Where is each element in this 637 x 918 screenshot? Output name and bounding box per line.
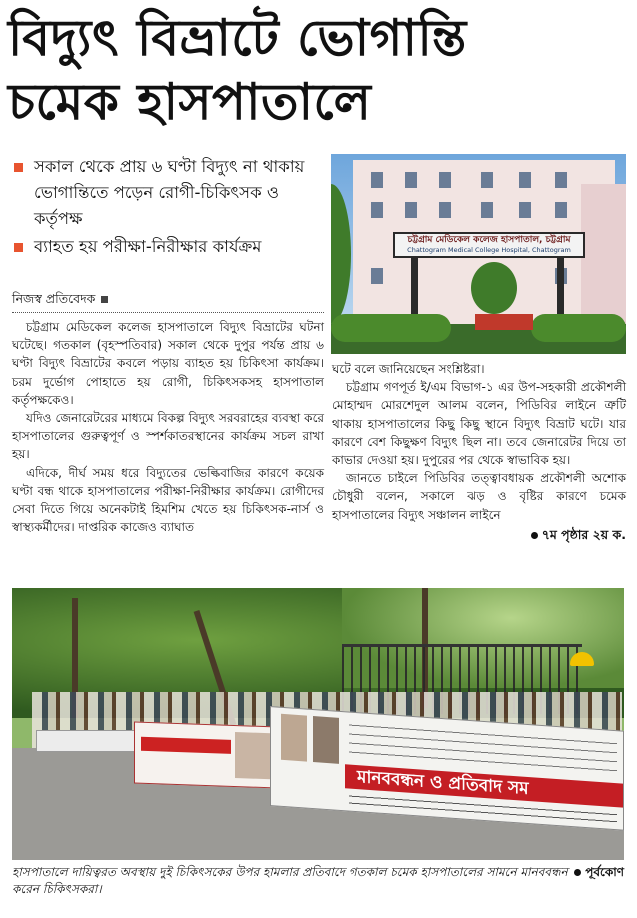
- byline-square-icon: [101, 296, 108, 303]
- paragraph: চট্টগ্রাম গণপূর্ত ই/এম বিভাগ-১ এর উপ-সহকারী প্রকৌশলী মোহাম্মদ মোরশেদুল আলম বলেন, পিডিবির লাইনে ত্রুটি থাকায় হাসপাতালের কিছু কিছু স্থানে বিদ্যুৎ বিভ্রাট ঘটে। যার কারণে বেশ কিছুক্ষণ বিদ্যুৎ ছিল না। তবে জেনারেটর দিয়ে তা কাভার দেওয়া হয়। দুপুরের পর থেকে স্বাভাবিক হয়।: [332, 380, 626, 468]
- photo-credit: [574, 864, 624, 881]
- paragraph: চট্টগ্রাম মেডিকেল কলেজ হাসপাতালে বিদ্যুৎ বিভ্রাটের ঘটনা ঘটেছে। গতকাল (বৃহস্পতিবার) সকাল থেকে দুপুর পর্যন্ত প্রায় ৬ ঘণ্টা বিদ্যুৎ বিভ্রাটের কবলে পড়ায় ব্যাহত হয় চিকিৎসা কার্যক্রম। চরম দুর্ভোগ পোহাতে হয় রোগী, চিকিৎসকসহ হাসপাতাল কর্তৃপক্ষকেও।: [12, 320, 324, 407]
- highlight-item: [12, 154, 322, 232]
- headline: [8, 6, 568, 134]
- hospital-sign: [393, 232, 585, 258]
- highlights: [12, 154, 322, 262]
- bullet-square-icon: [14, 243, 23, 252]
- hospital-sign-bn: চট্টগ্রাম মেডিকেল কলেজ হাসপাতাল, চট্টগ্রাম: [407, 235, 571, 245]
- continued-text: ৭ম পৃষ্ঠার ২য় ক.: [541, 526, 626, 542]
- caption-text: হাসপাতালে দায়িত্বরত অবস্থায় দুই চিকিৎসকের উপর হামলার প্রতিবাদে গতকাল চমেক হাসপাতালের সামনে মানববন্ধন করেন চিকিৎসকরা।: [12, 865, 568, 896]
- hospital-photo: [331, 154, 626, 354]
- highlight-text: ব্যাহত হয় পরীক্ষা-নিরীক্ষার কার্যক্রম: [34, 237, 262, 256]
- article-body-left: [12, 318, 324, 536]
- photo-credit-text: পূর্বকোণ: [585, 865, 624, 879]
- headline-line-1: বিদ্যুৎ বিভ্রাটে ভোগান্তি: [8, 9, 467, 67]
- bullet-dot-icon: [531, 532, 538, 539]
- bullet-square-icon: [14, 163, 23, 172]
- byline-text: নিজস্ব প্রতিবেদক: [12, 291, 96, 306]
- continued-on: [332, 526, 626, 544]
- byline-divider: [12, 312, 324, 313]
- protest-photo: [12, 588, 624, 860]
- hospital-sign-en: Chattogram Medical College Hospital, Chattogram: [407, 246, 571, 254]
- highlight-text: সকাল থেকে প্রায় ৬ ঘণ্টা বিদ্যুৎ না থাকায় ভোগান্তিতে পড়েন রোগী-চিকিৎসক ও কর্তৃপক্ষ: [34, 157, 305, 228]
- byline: [12, 290, 108, 308]
- protest-banner-text: মানববন্ধন ও প্রতিবাদ সম: [345, 764, 623, 807]
- photo-caption: [12, 864, 624, 898]
- article-body-right: [332, 360, 626, 544]
- highlight-item: [12, 234, 322, 260]
- headline-line-2: চমেক হাসপাতালে: [8, 73, 372, 131]
- paragraph: যদিও জেনারেটরের মাধ্যমে বিকল্প বিদ্যুৎ সরবরাহের ব্যবস্থা করে হাসপাতালের গুরুত্বপূর্ণ ও স্পর্শকাতরস্থানের কার্যক্রম সচল রাখা হয়।: [12, 411, 324, 462]
- paragraph: জানতে চাইলে পিডিবির তত্ত্বাবধায়ক প্রকৌশলী অশোক চৌধুরী বলেন, সকালে ঝড় ও বৃষ্টির কারণে চমেক হাসপাতালের বিদ্যুৎ সঞ্চালন লাইনে: [332, 471, 626, 522]
- bullet-dot-icon: [574, 869, 581, 876]
- paragraph: এদিকে, দীর্ঘ সময় ধরে বিদ্যুতের ভেল্কিবাজির কারণে কয়েক ঘণ্টা বন্ধ থাকে হাসপাতালের পরীক্ষা-নিরীক্ষার কার্যক্রম। রোগীদের সেবা দিতে গিয়ে অনেকটাই হিমশিম খেতে হয় চিকিৎসক-নার্স ও স্বাস্থ্যকর্মীদের। দাপ্তরিক কাজেও ব্যাঘাত: [12, 465, 324, 535]
- paragraph: ঘটে বলে জানিয়েছেন সংশ্লিষ্টরা।: [332, 362, 485, 376]
